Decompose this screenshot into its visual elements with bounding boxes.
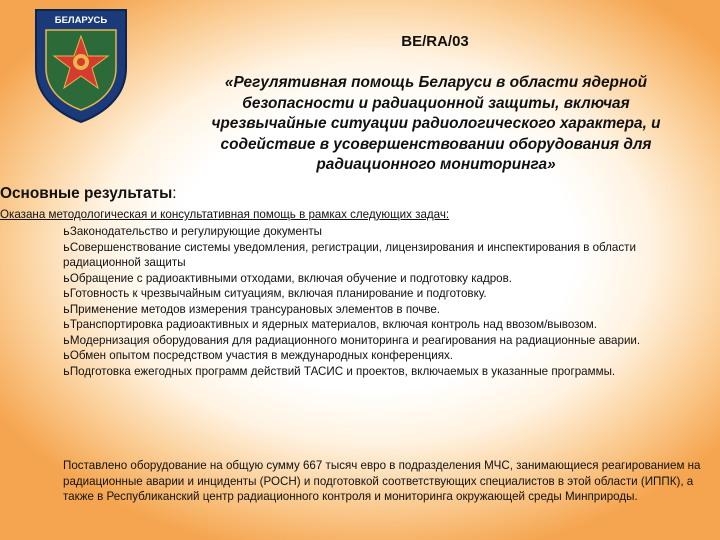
project-code: BE/RA/03 <box>401 33 469 50</box>
bullet-icon: ь <box>63 332 70 347</box>
list-item: ьЗаконодательство и регулирующие документы <box>63 224 322 238</box>
results-heading-colon: : <box>172 185 177 202</box>
results-summary: Поставлено оборудование на общую сумму 667 тысяч евро в подразделения МЧС, занимающиеся реагированием на радиационные аварии и инциденты (РОСН) и подготовкой соответствующих специалистов в этой области (ИППК), а также в Республиканский центр радиационного контроля и мониторинга окружающей среды Минприроды. <box>63 459 701 504</box>
project-title: «Регулятивная помощь Беларуси в области ядерной безопасности и радиационной защиты, включая чрезвычайные ситуации радиологического характера, и содействие в усовершенствовании оборудования для радиационного мониторинга» <box>211 74 661 174</box>
emblem-top-text: БЕЛАРУСЬ <box>54 15 108 26</box>
bullet-icon: ь <box>63 348 70 362</box>
emblem-shield-icon <box>32 6 130 124</box>
bullet-icon: ь <box>63 363 70 378</box>
results-heading <box>0 185 177 203</box>
bullet-icon: ь <box>63 301 70 316</box>
list-item: ьСовершенствование системы уведомления, регистрации, лицензирования и инспектирования в области радиационной защиты <box>63 239 636 269</box>
list-item: ьГотовность к чрезвычайным ситуациям, включая планирование и подготовку. <box>63 286 487 300</box>
list-item: ьОбмен опытом посредством участия в международных конференциях. <box>63 348 453 362</box>
bullet-icon: ь <box>63 239 70 254</box>
results-heading-text: Основные результаты <box>0 185 173 202</box>
bullet-icon: ь <box>63 224 70 238</box>
list-item: ьТранспортировка радиоактивных и ядерных материалов, включая контроль над ввозом/вывозом. <box>63 317 597 331</box>
bullet-icon: ь <box>63 286 70 300</box>
list-item: ьПодготовка ежегодных программ действий ТАСИС и проектов, включаемых в указанные программы. <box>63 363 616 378</box>
results-list <box>63 224 703 379</box>
list-item: ьОбращение с радиоактивными отходами, включая обучение и подготовку кадров. <box>63 270 513 285</box>
bullet-icon: ь <box>63 270 70 285</box>
bullet-icon: ь <box>63 317 70 331</box>
results-intro: Оказана методологическая и консультативная помощь в рамках следующих задач: <box>0 208 450 221</box>
list-item: ьМодернизация оборудования для радиационного мониторинга и реагирования на радиационные аварии. <box>63 332 641 347</box>
list-item: ьПрименение методов измерения трансурановых элементов в почве. <box>63 301 441 316</box>
